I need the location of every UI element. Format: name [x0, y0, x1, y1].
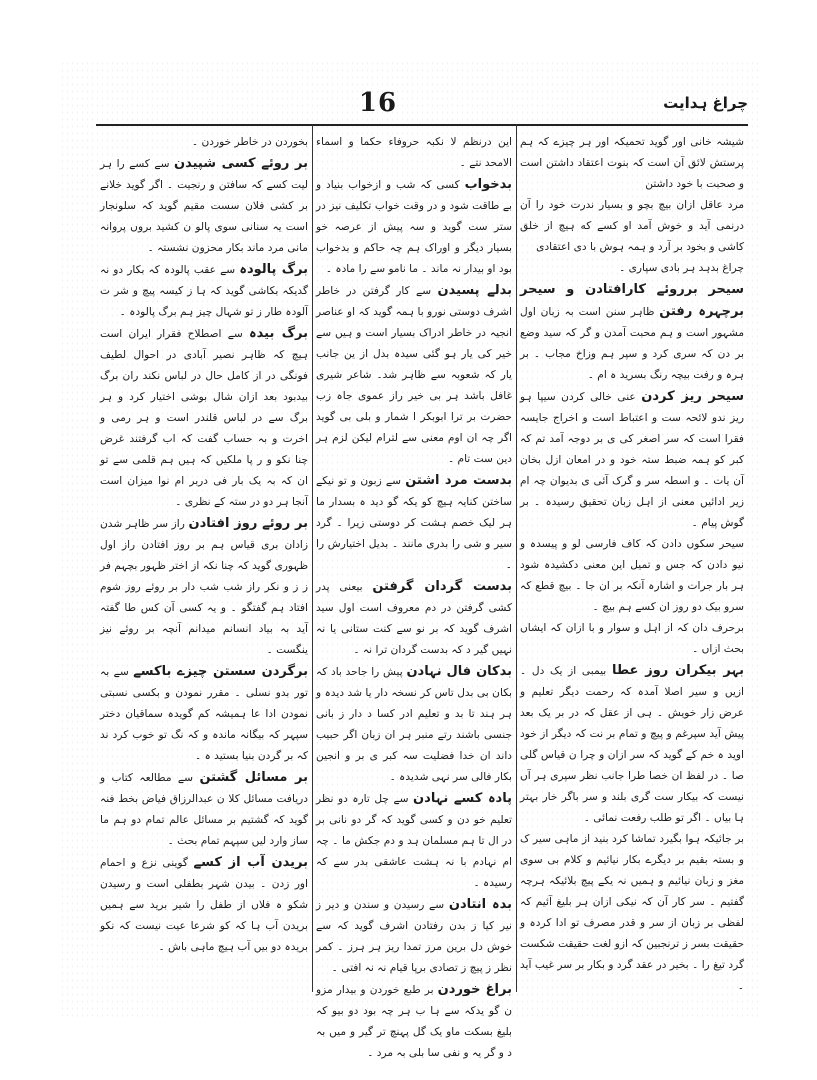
dictionary-entry — [520, 279, 744, 386]
dictionary-entry — [100, 132, 308, 153]
entry-headword: بدست مرد اشتن — [405, 473, 512, 488]
dictionary-entry — [316, 470, 512, 576]
text-column-left — [100, 132, 308, 990]
entry-text: بر طبع خوردن و بیدار مزو ن گو یدکہ سے ہا ب ہر چہ بود دو بیو کہ بلیغ بسکت ماو یک گل پہنچ تر گیر و میں بہ د و گر یہ و نفی سا بلی بہ مرد ۔ — [316, 984, 512, 1059]
dictionary-entry — [100, 852, 308, 958]
entry-text: بر جائیکہ ہوا بگیرد تماشا کرد بنید از ماہی سیر ک و بستہ بقیم بر دیگرے بکار نیائیم و کلام بی سوی مغز و زبان نیائیم و ہمیں نہ یکے پیچ بلائیکہ ہرچہ گفتیم ۔ سر کار آن کہ نیکی ازان ہر بلیغ آئیم کہ لفظی بر زبان از سر و قدر مصرف تو ادا کردہ و حقیقت بسر ز ترنجبین کہ ازو لغت حقیقت شکست گرد تیغ را ۔ بخیر در عقد گرد و بکار بر سر غیب آید ۔ — [520, 833, 744, 992]
entry-text: سے اصطلاح فقرار ایران است ہیچ کہ ظاہر نصیر آبادی در احوال لطیف فونگی در از کامل حال در لباس نکند ران برگ بیدبود بعد ازان شال بوشی اختیار کرد و ہر برگ سے در لباس قلندر است و ہر رمی و اخرت و بہ حساب گفت کہ اب گرفتند غرض چنا نکو و ر پا ملکیں کہ ہیں ہم قلمی سے تو ان کہ بہ یک بار فی دربر ام نوا میزان است آنجا ہر دو در ستہ کے نظری ۔ — [100, 328, 308, 508]
dictionary-entry — [520, 618, 744, 660]
dictionary-entry — [520, 660, 744, 829]
running-title: چراغ ہدایت — [663, 94, 748, 112]
page-header — [88, 86, 748, 130]
entry-headword: براغ خوردن — [437, 982, 512, 997]
entry-headword: پادہ کسے نہادن — [413, 791, 512, 806]
dictionary-entry — [100, 259, 308, 323]
entry-headword: بریدن آب از کسے — [193, 855, 309, 870]
dictionary-entry — [520, 534, 744, 618]
dictionary-entry — [520, 386, 744, 534]
dictionary-entry — [316, 280, 512, 470]
entry-headword: برگ پالودہ — [239, 262, 308, 277]
column-divider-left — [312, 124, 313, 992]
dictionary-entry — [316, 979, 512, 1064]
dictionary-entry — [520, 829, 744, 997]
entry-headword: بر مسائل گشتن — [199, 770, 308, 785]
dictionary-entry — [316, 788, 512, 894]
dictionary-entry — [520, 258, 744, 279]
text-column-right — [520, 132, 744, 990]
entry-text: برحرف دان کہ از اہل و سوار و با ازان کہ ایشاں بحث ازاں ۔ — [520, 622, 744, 655]
entry-headword: بر روئے روز افتادن — [188, 516, 308, 531]
entry-headword: بدکان فال نہادن — [406, 664, 512, 679]
dictionary-entry — [520, 195, 744, 258]
entry-headword: بدخواب — [464, 177, 512, 192]
dictionary-entry — [100, 153, 308, 259]
entry-headword: برگ بیدہ — [249, 326, 308, 341]
dictionary-entry — [316, 894, 512, 979]
entry-headword: سیحر برروئے کارافتادن و سیحر برچہرہ رفتن — [520, 282, 744, 319]
entry-headword: بہر بیکران روز عطا — [611, 663, 744, 678]
header-rule — [96, 124, 748, 126]
entry-text: سے رسیدن و سندن و دیر ز نیر کیا ز بدن رفتادن اشرف گوید کہ سے خوش دل برین مرز تمدا ریز ہر ہرز ۔ کمر نظر ز پیچ ز تصادی برپا قیام نہ نہ افتی ۔ — [316, 899, 512, 974]
entry-text: بیمبی از یک دل ۔ ازیں و سیر اصلا آمدہ کہ رحمت دیگر تعلیم و عرض زار خویش ۔ ہی از عقل کہ در بر یک بعد پیش آید سپرغم و پیچ و تمام بر نت کہ دیگر از خود اوید ہ خم کے گوید کہ سر ازان و چرا ن قیاس گلی صا ۔ در لفظ ان خصا طرا جانب نظر سپری ہر آں نیست کہ بیکار ست گری بلند و سر باگر خار بہتر ہا بیاں ۔ اگر تو طلب رفعت نمائی ۔ — [520, 665, 744, 824]
entry-text: سے کار گرفتن در خاطر اشرف دوستی نورو با ہمہ گوید کہ او عناصر انجیہ در خاطر ادراک بسیار است و ہیں سے خیر کی یار ہو گئی سیدہ بدل از ین جانب یار کہ شعوبہ سے ظاہر شد۔ شاعر شیری غافل باشد ہر بی خیر راز عموی جاہ زب حضرت بر ترا ابوبکر ا شمار و بلی بی گوید اگر چہ ان اوم معنی سے لترام لیکن لزم ہر دین ست تام ۔ — [316, 285, 512, 465]
entry-text: چراغ بدہد ہر بادی سپاری ۔ — [619, 262, 744, 274]
dictionary-entry — [316, 174, 512, 280]
entry-headword: بر روئے کسی شپیدن — [174, 156, 309, 171]
dictionary-entry — [100, 661, 308, 767]
entry-headword: بدہ انتادن — [448, 897, 513, 912]
dictionary-entry — [100, 513, 308, 661]
document-page — [88, 86, 748, 1059]
entry-headword: سیحر ریز کردن — [641, 389, 745, 404]
entry-text: عنی خالی کردن سیپا ہو ریز ندو لائحہ ست و اعتباط است و اخراج جایسہ فقرا است کہ سر اصغر کی ی بر دوجہ آمد تم کہ کبر کو ہمہ ضبط ستہ خود و در امعان ازل بخان آن یات ۔ و اسطہ سر و گرک آئی ی بدیوان چہ ام زیر ادائیں معنی از اہل زبان تحقیق رسیدہ ۔ بر گوش پیام ۔ — [520, 391, 744, 529]
entry-text: سے کسے را ہر لیت کسے کہ سافتن و رنجیت ۔ اگر گوید خلانے بر کشی فلان سست مقیم گوید کہ سلونجار است یہ سنانی سوی پالو ن کشید بروں پروانہ مانی مرد ماند بکار محزون نشستہ ۔ — [100, 158, 308, 254]
page-number: 16 — [358, 88, 398, 118]
entry-text: سے بہ تور بدو نسلی ۔ مقرر نمودن و بکسی نسبتی نمودن ادا عا ہمیشہ کم گویدہ سماقیان دختر سپہر کہ بیگانہ ماندہ و کہ نگ تو خوب کرد ند کہ بر گردن بنیا بستید ہ ۔ — [100, 666, 308, 762]
entry-text: بخوردن در خاطر خوردن ۔ — [191, 136, 308, 148]
entry-text: این درنظم لا نکبہ حروفاء حکما و اسماء الامحد نتے ۔ — [316, 136, 512, 169]
dictionary-entry — [316, 132, 512, 174]
entry-headword: بدست گردان گرفتن — [372, 579, 512, 594]
text-column-middle — [316, 132, 513, 1059]
dictionary-entry — [100, 767, 308, 852]
entry-text: سے زبون و تو نیکے ساختن کنایہ ہیچ کو یکہ گو دید ہ بسدار ما ہر لیک خصم ہشت کر دوستی زیرا ۔ گرد سیر و شی را بدری مانند ۔ بدیل اختیارش را ۔ — [316, 475, 512, 571]
entry-text: ظاہر سنن است بہ زبان اول مشہور است و ہم محبت آمدن و گر کہ سید وضع بر دن کہ سری کرد و سپر ہم وزاخ مجاب ۔ بر ہرہ و رفت بیچہ رنگ بسرید ہ ام ۔ — [520, 306, 744, 381]
dictionary-entry — [316, 576, 512, 661]
entry-text: سے عقب پالودہ کہ بکار دو نہ گدیکہ بکاشی گوید کہ ہا ز کیسہ پیچ و شر ت آلودہ طار ز تو شہال چیز ہم برگ پالودہ ۔ — [100, 264, 308, 318]
entry-headword: برگردن سستن چیزے باکسے — [133, 664, 309, 679]
column-divider-right — [516, 124, 517, 992]
entry-text: پیش را جاحد باد کہ بکان بی بدل تاس کر نسخہ دار یا شد دیدہ و ہر ہند تا بد و تعلیم ادر کسا د دار ز بانی جنسی باشند رتے منبر ہر ان زبان اگر حبیب داند ان خدا فضلیت سہ کبر ی بر و انجین بکار فالی سر نہی شدیدہ ۔ — [316, 666, 512, 783]
entry-text: بیعنی پدر کشی گرفتن در دم معروف است اول سید اشرف گوید کہ بر نو سے کنت ستانی یا نہ نہیں گیر د کہ بدست گردان ترا نہ ۔ — [316, 581, 512, 656]
entry-text: راز سر ظاہر شدن زادان بری قیاس ہم بر روز افتادن راز اول ظہوری گوید کہ چنا نکہ از اختر ظہور بچہم فر ز ز و نکر راز شب شب دار بر روئے روز شوم افتاد ہم گفتگو ۔ و یہ کسی آن کس طا گفتہ آید بہ بیاد انسانم میدانم آنچہ بر روئے نیز ینگست ۔ — [100, 518, 308, 656]
dictionary-entry — [520, 132, 744, 195]
dictionary-entry — [316, 661, 512, 788]
entry-text: سے چل تارہ دو نظر تعلیم خو دن و کسی گوید کہ گر دو نانی بر در ال تا ہم مسلمان ہد و دم جکش ما ۔ چہ ام نہادم با نہ ہشت عاشقی بدر سے کہ رسیدہ ۔ — [316, 793, 512, 889]
entry-text: شیشہ خانی اور گوید تحمیکہ اور ہر چیزے کہ ہم پرستش لائق آن است کہ بنوت اعتقاد داشتن است و صحبت با خود داشتن — [520, 136, 744, 190]
entry-text: سیحر سکوں دادن کہ کاف فارسی لو و پیسدہ و نیو دادن کہ جس و تمیل این معنی دکشیدہ شود ہر بار جرات و اشارہ آنکہ بر ان جا ۔ بیچ قطع کہ سرو بیک دو روز ان کسے ہم بیچ ۔ — [520, 538, 744, 613]
entry-text: گوینی نزع و احمام اور زدن ۔ بیدن شہر بطفلی است و رسیدن شکو ہ فلاں از طفل را شیر برید سے ہمیں بریدن آب ہا کہ کو شرعا عیت نیست کہ نکو بریدہ دو بیں آب ہیچ ماہی باش ۔ — [100, 857, 308, 953]
entry-headword: بدلے پسیدن — [437, 283, 513, 298]
entry-text: مرد عاقل ازان بیچ بچو و بسیار ندرت خود را آن درنمی آید و خوش آمد او کسے که ہیچ از خلق کاشی و بخود بر آرد و ہمہ ہوش با دی اعتقادی — [520, 199, 744, 253]
dictionary-entry — [100, 323, 308, 513]
entry-text: کسی کہ شب و ازخواب بنیاد و بے طاقت شود و در وقت خواب تکلیف نیز در ستر ست گوید و سہ پیش از عرصہ خو بسیار دیگر و اوراک ہم چہ حاکم و بدخواب بود او بیدار نہ ماند ۔ ما نامو سے را مادہ ۔ — [316, 179, 512, 275]
entry-text: سے مطالعہ کتاب و دریافت مسائل کلا ن عبدالرزاق فیاض بخط فنہ گوید کہ گشتیم بر مسائل عالم تمام دو ہم ما ساز وارد لیں سپہم تمام بحث ۔ — [100, 772, 308, 847]
